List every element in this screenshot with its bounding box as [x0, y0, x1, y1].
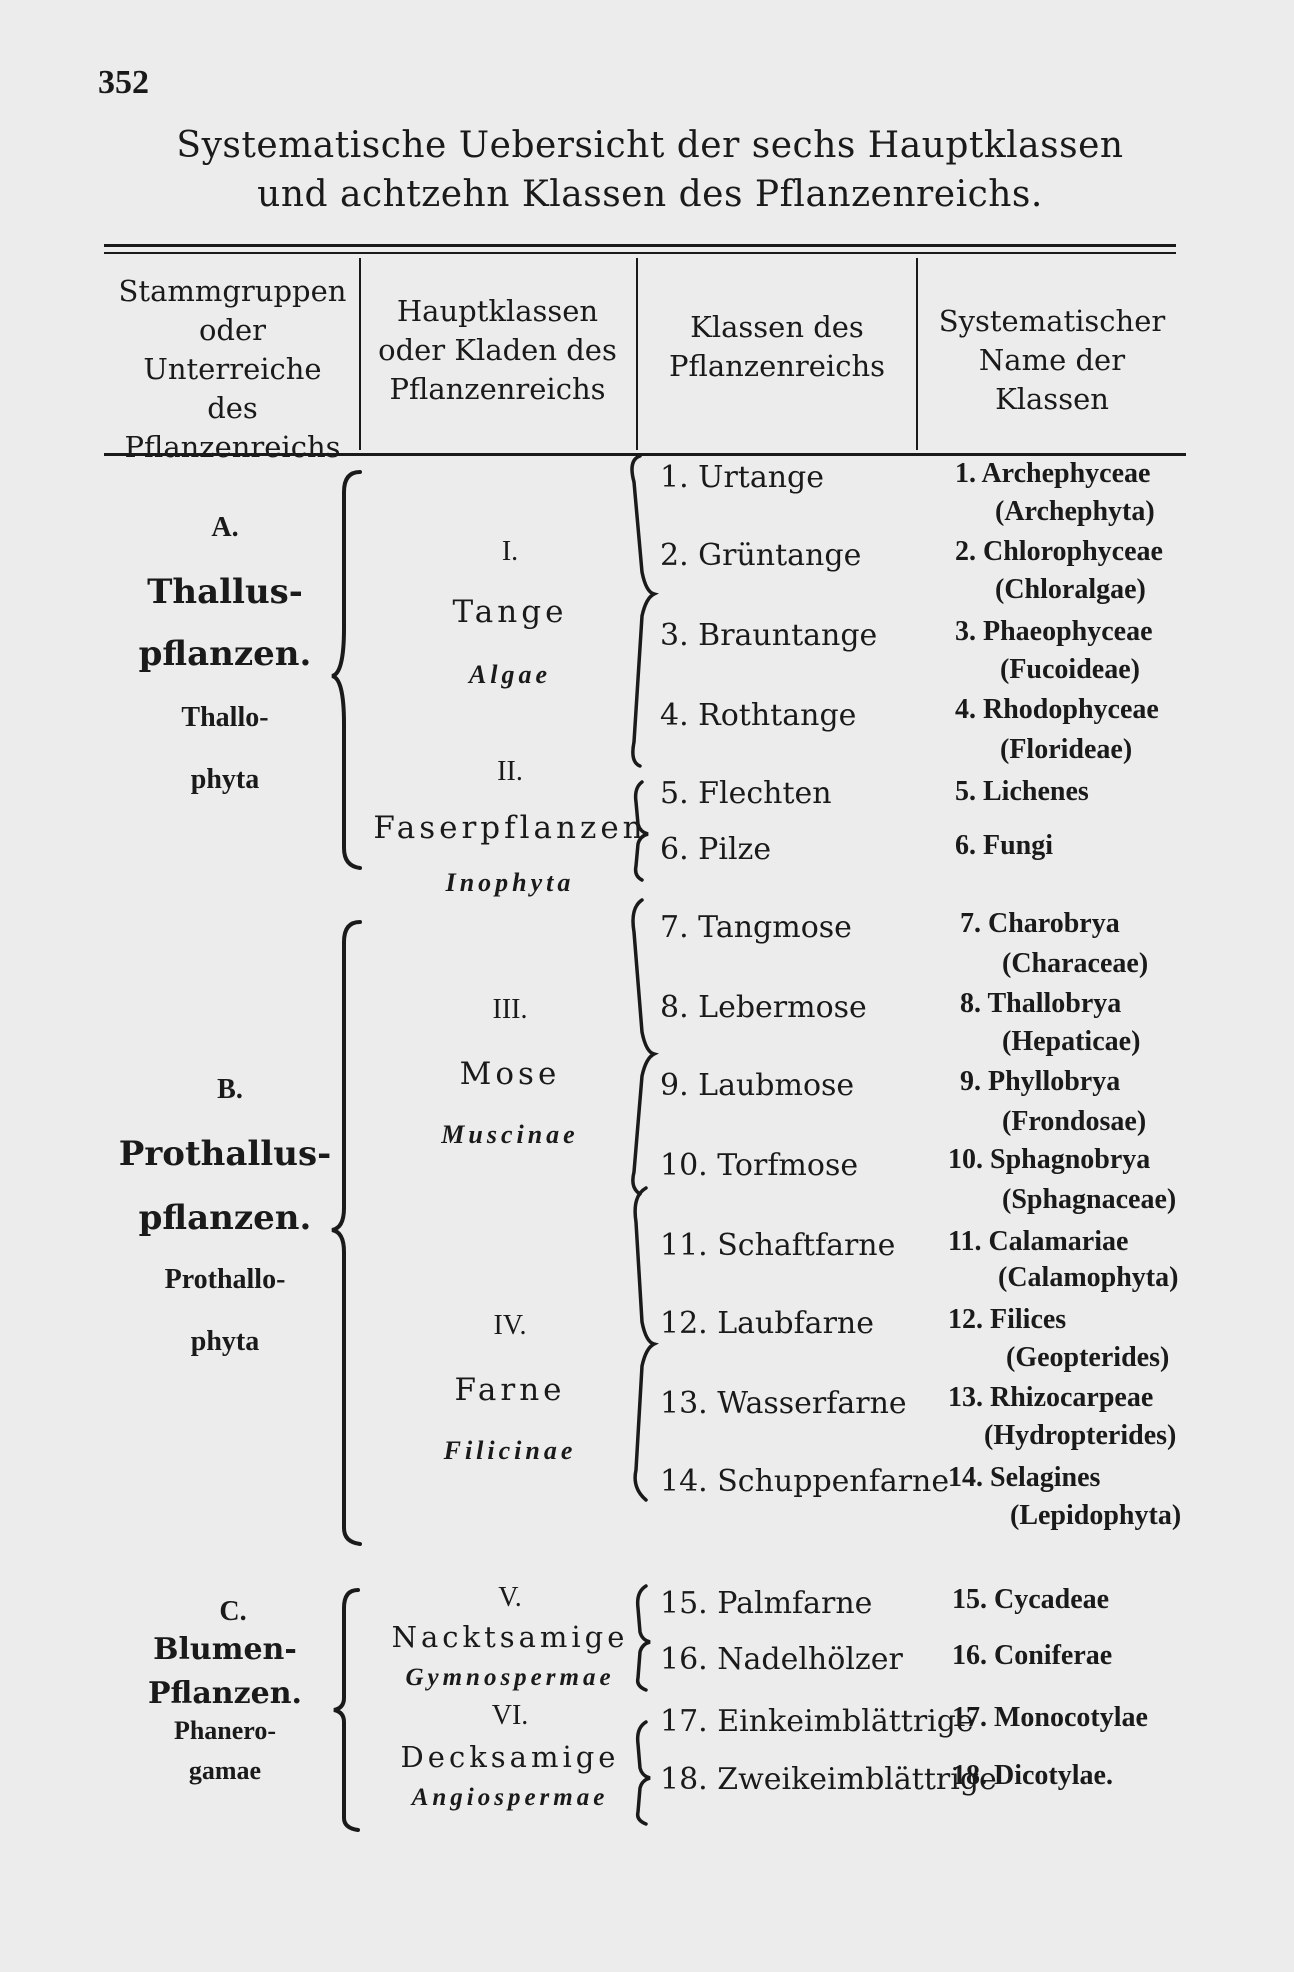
group-braces — [330, 468, 370, 1838]
clade-6-number: VI. — [491, 1700, 529, 1731]
systematic-synonym-11: (Calamophyta) — [998, 1262, 1179, 1293]
clade-1-german: Tange — [452, 594, 568, 630]
clade-4-german: Farne — [454, 1372, 566, 1408]
systematic-name-4: 4. Rhodophyceae — [955, 694, 1159, 725]
page-number: 352 — [98, 64, 149, 101]
klasse-15: 15. Palmfarne — [660, 1586, 873, 1621]
group-a-latin-2: phyta — [190, 764, 260, 795]
page-title-line1: Systematische Uebersicht der sechs Hauptklassen — [176, 125, 1124, 166]
header-line: Klassen des — [690, 310, 864, 344]
clade-1-latin: Algae — [468, 660, 552, 689]
clade-6-latin: Angiospermae — [411, 1784, 609, 1811]
header-line: des — [207, 391, 258, 425]
systematic-synonym-9: (Frondosae) — [1002, 1106, 1147, 1137]
klasse-13: 13. Wasserfarne — [660, 1386, 907, 1421]
header-stammgruppen — [110, 272, 355, 467]
systematic-name-8: 8. Thallobrya — [960, 988, 1122, 1019]
systematic-name-17: 17. Monocotylae — [952, 1702, 1148, 1733]
klasse-2: 2. Grüntange — [660, 538, 862, 573]
brace-group-a — [332, 472, 360, 868]
clade-2-german: Faserpflanzen — [373, 810, 647, 846]
systematic-synonym-3: (Fucoideae) — [1000, 654, 1140, 685]
group-a-latin-1: Thallo- — [181, 702, 269, 733]
header-line: oder Unterreiche — [143, 313, 322, 386]
brace-clade-6 — [638, 1722, 650, 1824]
group-b-german-2: pflanzen. — [138, 1198, 312, 1238]
klasse-11: 11. Schaftfarne — [660, 1228, 896, 1263]
klasse-4: 4. Rothtange — [660, 698, 857, 733]
klasse-6: 6. Pilze — [660, 832, 772, 867]
systematic-name-1: 1. Archephyceae — [955, 458, 1151, 489]
column-divider-3 — [916, 258, 918, 450]
header-line: Name der Klassen — [978, 343, 1126, 416]
clade-2-number: II. — [497, 756, 523, 787]
klasse-8: 8. Lebermose — [660, 990, 867, 1025]
group-b-german-1: Prothallus- — [118, 1134, 332, 1174]
systematic-synonym-14: (Lepidophyta) — [1010, 1500, 1182, 1531]
table-top-rule — [104, 244, 1176, 247]
brace-clade-4 — [635, 1188, 654, 1500]
systematic-synonym-10: (Sphagnaceae) — [1002, 1184, 1177, 1215]
group-b-latin-1: Prothallo- — [164, 1264, 286, 1295]
header-line: oder Kladen des — [378, 333, 617, 367]
group-c-latin-2: gamae — [188, 1756, 262, 1785]
systematic-name-13: 13. Rhizocarpeae — [948, 1382, 1154, 1413]
group-c-german-2: Pflanzen. — [148, 1676, 302, 1711]
clade-1-number: I. — [501, 536, 519, 567]
systematic-name-16: 16. Coniferae — [952, 1640, 1113, 1671]
systematic-name-12: 12. Filices — [948, 1304, 1067, 1335]
systematic-name-11: 11. Calamariae — [948, 1226, 1129, 1257]
clade-3-latin: Muscinae — [441, 1120, 579, 1149]
clade-3-german: Mose — [459, 1056, 561, 1092]
page-title-line2: und achtzehn Klassen des Pflanzenreichs. — [257, 174, 1043, 215]
systematic-name-10: 10. Sphagnobrya — [948, 1144, 1151, 1175]
group-c-letter: C. — [219, 1596, 247, 1627]
systematic-name-15: 15. Cycadeae — [952, 1584, 1110, 1615]
header-systematischer-name — [922, 302, 1182, 419]
group-a-german-2: pflanzen. — [138, 634, 312, 674]
brace-clade-5 — [638, 1586, 650, 1690]
systematic-synonym-13: (Hydropterides) — [984, 1420, 1177, 1451]
systematic-name-18: 18. Dicotylae. — [952, 1760, 1113, 1791]
systematic-synonym-1: (Archephyta) — [995, 496, 1155, 527]
clade-braces — [628, 452, 668, 1832]
systematic-name-2: 2. Chlorophyceae — [955, 536, 1163, 567]
klasse-7: 7. Tangmose — [660, 910, 852, 945]
clade-5-latin: Gymnospermae — [405, 1664, 615, 1691]
klasse-3: 3. Brauntange — [660, 618, 878, 653]
systematic-synonym-12: (Geopterides) — [1006, 1342, 1170, 1373]
header-line: Pflanzenreichs — [124, 430, 341, 464]
clade-5-number: V. — [498, 1582, 522, 1613]
brace-clade-1 — [632, 456, 654, 766]
klasse-18: 18. Zweikeimblättrige — [660, 1762, 997, 1797]
brace-clade-2 — [636, 782, 648, 880]
klasse-10: 10. Torfmose — [660, 1148, 859, 1183]
klasse-17: 17. Einkeimblättrige — [660, 1704, 974, 1739]
clade-3-number: III. — [492, 994, 528, 1025]
systematic-synonym-7: (Characeae) — [1002, 948, 1149, 979]
klasse-9: 9. Laubmose — [660, 1068, 855, 1103]
systematic-name-5: 5. Lichenes — [955, 776, 1089, 807]
group-c-latin-1: Phanero- — [173, 1716, 277, 1745]
header-line: Systematischer — [938, 304, 1166, 338]
klasse-12: 12. Laubfarne — [660, 1306, 874, 1341]
header-klassen — [642, 308, 912, 386]
clade-4-number: IV. — [493, 1310, 527, 1341]
systematic-synonym-2: (Chloralgae) — [995, 574, 1146, 605]
header-line: Stammgruppen — [118, 274, 347, 308]
systematic-name-14: 14. Selagines — [948, 1462, 1101, 1493]
group-c-german-1: Blumen- — [153, 1632, 297, 1667]
brace-group-c — [334, 1590, 358, 1830]
systematic-name-7: 7. Charobrya — [960, 908, 1120, 939]
brace-clade-3 — [633, 900, 654, 1194]
column-divider-1 — [359, 258, 361, 450]
header-line: Pflanzenreichs — [389, 372, 606, 406]
systematic-name-3: 3. Phaeophyceae — [955, 616, 1153, 647]
table-top-rule-inner — [104, 252, 1176, 254]
klasse-14: 14. Schuppenfarne — [660, 1464, 950, 1499]
clade-2-latin: Inophyta — [445, 868, 575, 897]
systematic-synonym-4: (Florideae) — [1000, 734, 1133, 765]
header-line: Pflanzenreichs — [668, 349, 886, 383]
systematic-name-9: 9. Phyllobrya — [960, 1066, 1121, 1097]
group-a-german-1: Thallus- — [147, 572, 303, 612]
klasse-5: 5. Flechten — [660, 776, 832, 811]
klasse-1: 1. Urtange — [660, 460, 825, 495]
clade-5-german: Nacktsamige — [391, 1620, 629, 1654]
klasse-16: 16. Nadelhölzer — [660, 1642, 903, 1677]
header-line: Hauptklassen — [396, 294, 599, 328]
systematic-synonym-8: (Hepaticae) — [1002, 1026, 1141, 1057]
group-a-letter: A. — [211, 512, 239, 543]
systematic-name-6: 6. Fungi — [955, 830, 1054, 861]
clade-4-latin: Filicinae — [443, 1436, 577, 1465]
column-divider-2 — [636, 258, 638, 450]
group-b-letter: B. — [217, 1074, 243, 1105]
brace-group-b — [332, 922, 360, 1544]
group-b-latin-2: phyta — [190, 1326, 260, 1357]
header-hauptklassen — [365, 292, 630, 409]
clade-6-german: Decksamige — [400, 1740, 620, 1774]
